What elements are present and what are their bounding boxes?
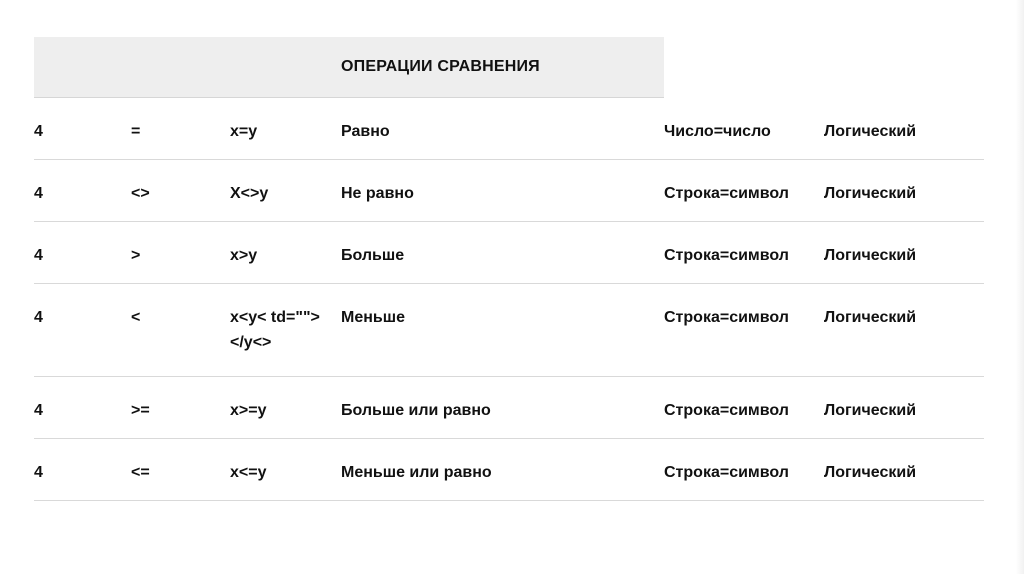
row-number: 4 — [34, 123, 43, 140]
result-type: Логический — [824, 247, 917, 264]
operand-types: Строка=символ — [664, 185, 789, 202]
operator: >= — [131, 402, 150, 419]
table-row — [34, 439, 984, 501]
row-number: 4 — [34, 185, 43, 202]
description: Больше или равно — [341, 402, 491, 419]
result-type: Логический — [824, 464, 917, 481]
expression: x<y< td=""></y<> — [230, 309, 320, 351]
row-number: 4 — [34, 402, 43, 419]
row-number: 4 — [34, 464, 43, 481]
operator: < — [131, 309, 141, 326]
comparison-operations-table — [34, 98, 984, 501]
operator: > — [131, 247, 141, 264]
result-type: Логический — [824, 309, 917, 326]
description: Больше — [341, 247, 405, 264]
page-edge-shadow — [1016, 0, 1024, 574]
operand-types: Строка=символ — [664, 402, 789, 419]
operator: = — [131, 123, 141, 140]
expression: x<=y — [230, 464, 267, 481]
result-type: Логический — [824, 185, 917, 202]
table-row — [34, 98, 984, 160]
operand-types: Строка=символ — [664, 247, 789, 264]
description: Меньше или равно — [341, 464, 492, 481]
table-row — [34, 160, 984, 222]
table-row — [34, 284, 984, 377]
expression: x>=y — [230, 402, 267, 419]
operand-types: Число=число — [664, 123, 771, 140]
operand-types: Строка=символ — [664, 464, 789, 481]
row-number: 4 — [34, 309, 43, 326]
description: Равно — [341, 123, 390, 140]
expression: X<>y — [230, 185, 269, 202]
description: Не равно — [341, 185, 414, 202]
result-type: Логический — [824, 123, 917, 140]
table-row — [34, 377, 984, 439]
operator: <= — [131, 464, 150, 481]
expression: x=y — [230, 123, 258, 140]
table-header — [34, 37, 664, 98]
description: Меньше — [341, 309, 405, 326]
operand-types: Строка=символ — [664, 309, 789, 326]
table-row — [34, 222, 984, 284]
table-title: ОПЕРАЦИИ СРАВНЕНИЯ — [341, 58, 540, 75]
result-type: Логический — [824, 402, 917, 419]
operator: <> — [131, 185, 150, 202]
row-number: 4 — [34, 247, 43, 264]
expression: x>y — [230, 247, 258, 264]
